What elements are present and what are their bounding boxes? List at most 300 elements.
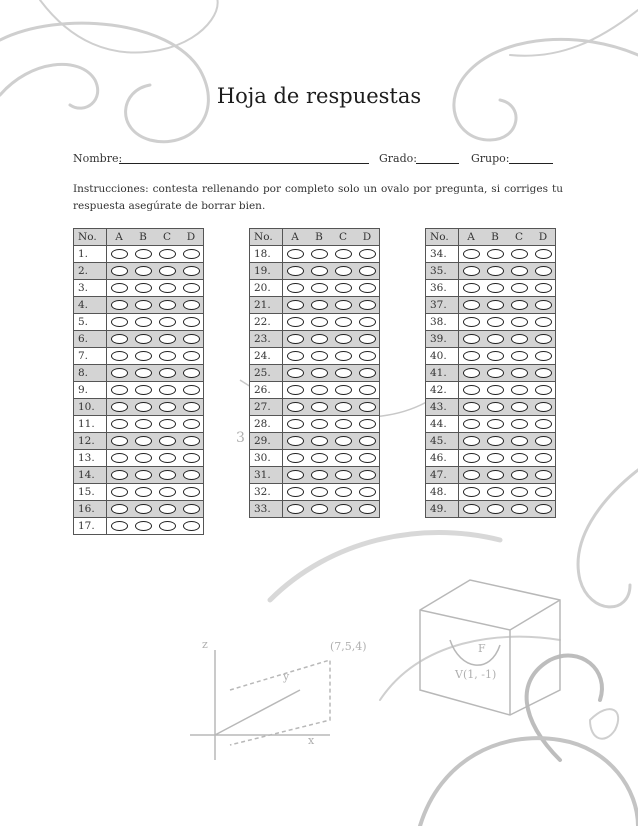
answer-bubble-b[interactable] xyxy=(487,351,504,361)
answer-bubble-b[interactable] xyxy=(311,300,328,310)
answer-bubble-a[interactable] xyxy=(111,317,128,327)
answer-bubble-d[interactable] xyxy=(359,385,376,395)
answer-bubble-a[interactable] xyxy=(111,419,128,429)
answer-bubble-a[interactable] xyxy=(463,300,480,310)
answer-bubble-c[interactable] xyxy=(511,334,528,344)
answer-bubble-b[interactable] xyxy=(487,283,504,293)
answer-bubble-b[interactable] xyxy=(135,300,152,310)
answer-bubble-c[interactable] xyxy=(335,419,352,429)
answer-bubble-c[interactable] xyxy=(335,368,352,378)
answer-bubble-c[interactable] xyxy=(335,453,352,463)
question-number: 15. xyxy=(74,484,107,501)
answer-bubble-b[interactable] xyxy=(487,317,504,327)
answer-bubble-c[interactable] xyxy=(335,300,352,310)
answer-bubble-a[interactable] xyxy=(287,368,304,378)
answer-bubble-d[interactable] xyxy=(535,453,552,463)
answer-cell xyxy=(179,382,204,399)
answer-bubble-b[interactable] xyxy=(135,317,152,327)
answer-bubble-d[interactable] xyxy=(183,419,200,429)
answer-bubble-a[interactable] xyxy=(463,351,480,361)
answer-cell xyxy=(107,382,132,399)
answer-bubble-d[interactable] xyxy=(183,487,200,497)
box-drawing xyxy=(420,580,560,715)
answer-bubble-c[interactable] xyxy=(511,368,528,378)
question-number: 13. xyxy=(74,450,107,467)
answer-bubble-d[interactable] xyxy=(183,283,200,293)
answer-bubble-c[interactable] xyxy=(159,419,176,429)
answer-bubble-b[interactable] xyxy=(135,283,152,293)
answer-bubble-a[interactable] xyxy=(463,317,480,327)
answer-bubble-a[interactable] xyxy=(463,385,480,395)
question-number: 39. xyxy=(426,331,459,348)
answer-bubble-b[interactable] xyxy=(311,317,328,327)
answer-bubble-c[interactable] xyxy=(335,317,352,327)
question-number: 5. xyxy=(74,314,107,331)
answer-bubble-c[interactable] xyxy=(511,402,528,412)
answer-bubble-c[interactable] xyxy=(511,487,528,497)
answer-bubble-a[interactable] xyxy=(287,266,304,276)
answer-table-3 xyxy=(425,228,556,518)
answer-bubble-d[interactable] xyxy=(359,470,376,480)
answer-bubble-c[interactable] xyxy=(159,470,176,480)
answer-bubble-b[interactable] xyxy=(135,266,152,276)
answer-bubble-d[interactable] xyxy=(359,300,376,310)
answer-bubble-c[interactable] xyxy=(511,385,528,395)
question-number: 40. xyxy=(426,348,459,365)
answer-cell xyxy=(155,399,179,416)
answer-cell xyxy=(131,450,155,467)
answer-bubble-b[interactable] xyxy=(311,249,328,259)
answer-bubble-d[interactable] xyxy=(535,368,552,378)
answer-bubble-b[interactable] xyxy=(487,266,504,276)
answer-bubble-a[interactable] xyxy=(463,470,480,480)
answer-cell xyxy=(179,484,204,501)
answer-cell xyxy=(131,399,155,416)
answer-bubble-c[interactable] xyxy=(159,300,176,310)
answer-bubble-a[interactable] xyxy=(287,419,304,429)
answer-bubble-d[interactable] xyxy=(535,283,552,293)
grade-field[interactable] xyxy=(416,163,459,164)
answer-cell xyxy=(459,297,484,314)
answer-cell xyxy=(507,365,531,382)
answer-cell xyxy=(507,280,531,297)
answer-bubble-a[interactable] xyxy=(111,368,128,378)
answer-bubble-b[interactable] xyxy=(135,368,152,378)
answer-bubble-a[interactable] xyxy=(287,453,304,463)
swirl-mid-arc xyxy=(270,533,500,601)
question-number: 47. xyxy=(426,467,459,484)
answer-cell xyxy=(507,416,531,433)
answer-bubble-d[interactable] xyxy=(535,419,552,429)
answer-bubble-a[interactable] xyxy=(111,266,128,276)
header-option-a: A xyxy=(283,229,308,246)
label-focus: F xyxy=(478,642,486,655)
answer-bubble-d[interactable] xyxy=(359,402,376,412)
answer-bubble-c[interactable] xyxy=(159,317,176,327)
answer-bubble-a[interactable] xyxy=(111,283,128,293)
answer-bubble-c[interactable] xyxy=(159,249,176,259)
question-number: 29. xyxy=(250,433,283,450)
answer-bubble-d[interactable] xyxy=(535,351,552,361)
answer-bubble-d[interactable] xyxy=(183,521,200,531)
answer-bubble-c[interactable] xyxy=(335,402,352,412)
answer-table-1 xyxy=(73,228,204,535)
answer-bubble-a[interactable] xyxy=(287,249,304,259)
answer-bubble-a[interactable] xyxy=(463,249,480,259)
question-number: 18. xyxy=(250,246,283,263)
answer-bubble-b[interactable] xyxy=(311,436,328,446)
answer-bubble-a[interactable] xyxy=(287,504,304,514)
question-row xyxy=(250,263,380,280)
answer-bubble-d[interactable] xyxy=(183,334,200,344)
answer-bubble-c[interactable] xyxy=(511,300,528,310)
answer-bubble-c[interactable] xyxy=(335,283,352,293)
question-row xyxy=(74,416,204,433)
answer-bubble-c[interactable] xyxy=(159,385,176,395)
answer-bubble-b[interactable] xyxy=(135,487,152,497)
answer-cell xyxy=(459,501,484,518)
answer-cell xyxy=(507,467,531,484)
answer-bubble-b[interactable] xyxy=(135,504,152,514)
answer-bubble-a[interactable] xyxy=(287,470,304,480)
answer-bubble-b[interactable] xyxy=(311,402,328,412)
answer-cell xyxy=(107,484,132,501)
answer-bubble-b[interactable] xyxy=(487,402,504,412)
answer-bubble-b[interactable] xyxy=(487,470,504,480)
answer-cell xyxy=(283,484,308,501)
answer-bubble-a[interactable] xyxy=(111,402,128,412)
answer-bubble-b[interactable] xyxy=(311,504,328,514)
answer-bubble-d[interactable] xyxy=(535,436,552,446)
answer-cell xyxy=(459,246,484,263)
answer-bubble-c[interactable] xyxy=(159,334,176,344)
answer-bubble-a[interactable] xyxy=(463,436,480,446)
answer-bubble-b[interactable] xyxy=(135,419,152,429)
answer-bubble-c[interactable] xyxy=(511,504,528,514)
answer-bubble-b[interactable] xyxy=(311,419,328,429)
answer-cell xyxy=(507,501,531,518)
answer-bubble-d[interactable] xyxy=(535,504,552,514)
answer-cell xyxy=(107,348,132,365)
answer-bubble-b[interactable] xyxy=(311,351,328,361)
answer-bubble-a[interactable] xyxy=(111,385,128,395)
answer-cell xyxy=(355,399,380,416)
answer-bubble-b[interactable] xyxy=(311,487,328,497)
answer-bubble-b[interactable] xyxy=(135,385,152,395)
question-row xyxy=(250,467,380,484)
answer-bubble-d[interactable] xyxy=(359,283,376,293)
answer-cell xyxy=(483,501,507,518)
answer-bubble-a[interactable] xyxy=(463,402,480,412)
answer-cell xyxy=(355,467,380,484)
answer-cell xyxy=(155,467,179,484)
question-number: 31. xyxy=(250,467,283,484)
answer-bubble-b[interactable] xyxy=(135,249,152,259)
answer-cell xyxy=(283,416,308,433)
group-field[interactable] xyxy=(509,163,553,164)
answer-cell xyxy=(483,382,507,399)
answer-bubble-d[interactable] xyxy=(183,368,200,378)
answer-bubble-c[interactable] xyxy=(511,249,528,259)
answer-bubble-c[interactable] xyxy=(511,419,528,429)
answer-bubble-c[interactable] xyxy=(335,487,352,497)
answer-bubble-a[interactable] xyxy=(463,487,480,497)
answer-bubble-d[interactable] xyxy=(359,351,376,361)
answer-bubble-d[interactable] xyxy=(359,419,376,429)
answer-bubble-d[interactable] xyxy=(359,266,376,276)
answer-cell xyxy=(131,246,155,263)
answer-bubble-d[interactable] xyxy=(359,317,376,327)
answer-bubble-a[interactable] xyxy=(463,453,480,463)
answer-bubble-a[interactable] xyxy=(111,453,128,463)
answer-bubble-c[interactable] xyxy=(335,385,352,395)
answer-cell xyxy=(459,450,484,467)
answer-bubble-a[interactable] xyxy=(463,283,480,293)
answer-bubble-b[interactable] xyxy=(487,334,504,344)
answer-bubble-c[interactable] xyxy=(159,351,176,361)
answer-bubble-d[interactable] xyxy=(535,487,552,497)
answer-bubble-c[interactable] xyxy=(159,436,176,446)
question-number: 1. xyxy=(74,246,107,263)
answer-cell xyxy=(283,331,308,348)
answer-cell xyxy=(355,263,380,280)
swirl-bottom xyxy=(420,738,638,826)
answer-bubble-c[interactable] xyxy=(511,453,528,463)
answer-bubble-d[interactable] xyxy=(535,334,552,344)
answer-bubble-d[interactable] xyxy=(183,453,200,463)
answer-bubble-c[interactable] xyxy=(335,436,352,446)
answer-cell xyxy=(531,382,556,399)
answer-bubble-b[interactable] xyxy=(135,402,152,412)
answer-bubble-a[interactable] xyxy=(287,300,304,310)
answer-bubble-d[interactable] xyxy=(183,300,200,310)
answer-bubble-d[interactable] xyxy=(183,402,200,412)
answer-cell xyxy=(459,280,484,297)
answer-bubble-c[interactable] xyxy=(159,487,176,497)
answer-cell xyxy=(507,348,531,365)
answer-bubble-a[interactable] xyxy=(111,470,128,480)
answer-cell xyxy=(131,518,155,535)
answer-bubble-b[interactable] xyxy=(311,385,328,395)
answer-bubble-a[interactable] xyxy=(287,385,304,395)
label-axis-x: x xyxy=(308,734,315,747)
answer-bubble-a[interactable] xyxy=(463,368,480,378)
answer-bubble-c[interactable] xyxy=(335,249,352,259)
answer-bubble-b[interactable] xyxy=(487,300,504,310)
answer-bubble-d[interactable] xyxy=(183,317,200,327)
answer-bubble-d[interactable] xyxy=(359,249,376,259)
answer-bubble-d[interactable] xyxy=(535,249,552,259)
name-field[interactable] xyxy=(119,163,369,164)
student-info-fields xyxy=(73,150,573,168)
answer-bubble-a[interactable] xyxy=(111,521,128,531)
answer-bubble-a[interactable] xyxy=(287,351,304,361)
answer-bubble-b[interactable] xyxy=(487,385,504,395)
answer-cell xyxy=(131,263,155,280)
answer-bubble-a[interactable] xyxy=(287,317,304,327)
question-row xyxy=(250,399,380,416)
answer-bubble-c[interactable] xyxy=(159,453,176,463)
answer-bubble-c[interactable] xyxy=(335,504,352,514)
answer-bubble-b[interactable] xyxy=(487,504,504,514)
answer-cell xyxy=(179,331,204,348)
answer-bubble-c[interactable] xyxy=(511,470,528,480)
answer-bubble-b[interactable] xyxy=(487,368,504,378)
answer-cell xyxy=(355,365,380,382)
answer-cell xyxy=(179,297,204,314)
answer-bubble-d[interactable] xyxy=(183,470,200,480)
answer-bubble-a[interactable] xyxy=(463,334,480,344)
answer-cell xyxy=(483,365,507,382)
answer-cell xyxy=(355,246,380,263)
answer-bubble-d[interactable] xyxy=(359,453,376,463)
answer-bubble-c[interactable] xyxy=(159,521,176,531)
answer-bubble-b[interactable] xyxy=(311,334,328,344)
answer-bubble-a[interactable] xyxy=(111,249,128,259)
answer-cell xyxy=(155,263,179,280)
answer-bubble-b[interactable] xyxy=(487,249,504,259)
answer-cell xyxy=(107,331,132,348)
answer-bubble-a[interactable] xyxy=(111,487,128,497)
answer-cell xyxy=(179,501,204,518)
answer-cell xyxy=(459,331,484,348)
answer-bubble-c[interactable] xyxy=(159,402,176,412)
answer-bubble-d[interactable] xyxy=(183,249,200,259)
answer-bubble-d[interactable] xyxy=(359,487,376,497)
answer-bubble-b[interactable] xyxy=(135,470,152,480)
answer-cell xyxy=(459,314,484,331)
answer-bubble-c[interactable] xyxy=(335,351,352,361)
answer-bubble-d[interactable] xyxy=(359,436,376,446)
answer-bubble-c[interactable] xyxy=(159,368,176,378)
answer-bubble-d[interactable] xyxy=(183,351,200,361)
answer-cell xyxy=(483,484,507,501)
question-number: 46. xyxy=(426,450,459,467)
answer-cell xyxy=(179,348,204,365)
answer-bubble-b[interactable] xyxy=(487,487,504,497)
swirl-top-left-2 xyxy=(40,0,218,53)
answer-bubble-c[interactable] xyxy=(335,470,352,480)
answer-cell xyxy=(331,501,355,518)
question-number: 17. xyxy=(74,518,107,535)
question-row xyxy=(74,297,204,314)
answer-bubble-d[interactable] xyxy=(535,317,552,327)
answer-bubble-b[interactable] xyxy=(487,453,504,463)
answer-bubble-d[interactable] xyxy=(183,504,200,514)
answer-cell xyxy=(459,399,484,416)
answer-cell xyxy=(483,314,507,331)
answer-bubble-c[interactable] xyxy=(511,317,528,327)
question-row xyxy=(250,365,380,382)
question-row xyxy=(426,297,556,314)
answer-bubble-c[interactable] xyxy=(335,334,352,344)
answer-bubble-d[interactable] xyxy=(359,334,376,344)
answer-bubble-a[interactable] xyxy=(287,487,304,497)
question-number: 33. xyxy=(250,501,283,518)
answer-bubble-a[interactable] xyxy=(111,351,128,361)
question-number: 10. xyxy=(74,399,107,416)
answer-bubble-a[interactable] xyxy=(111,436,128,446)
answer-bubble-c[interactable] xyxy=(511,351,528,361)
answer-bubble-b[interactable] xyxy=(311,368,328,378)
answer-bubble-d[interactable] xyxy=(535,385,552,395)
answer-bubble-d[interactable] xyxy=(359,504,376,514)
answer-bubble-a[interactable] xyxy=(463,419,480,429)
answer-bubble-d[interactable] xyxy=(183,436,200,446)
question-number: 16. xyxy=(74,501,107,518)
answer-bubble-b[interactable] xyxy=(311,453,328,463)
answer-bubble-a[interactable] xyxy=(111,504,128,514)
answer-bubble-c[interactable] xyxy=(511,436,528,446)
header-option-a: A xyxy=(459,229,484,246)
answer-bubble-a[interactable] xyxy=(111,300,128,310)
answer-bubble-c[interactable] xyxy=(159,266,176,276)
answer-bubble-a[interactable] xyxy=(287,436,304,446)
answer-bubble-b[interactable] xyxy=(135,453,152,463)
answer-bubble-d[interactable] xyxy=(183,385,200,395)
answer-cell xyxy=(331,280,355,297)
answer-cell xyxy=(107,297,132,314)
answer-cell xyxy=(459,416,484,433)
answer-bubble-c[interactable] xyxy=(159,504,176,514)
question-number: 21. xyxy=(250,297,283,314)
answer-bubble-b[interactable] xyxy=(135,436,152,446)
answer-bubble-b[interactable] xyxy=(311,470,328,480)
answer-bubble-a[interactable] xyxy=(287,283,304,293)
question-number: 48. xyxy=(426,484,459,501)
answer-bubble-d[interactable] xyxy=(535,300,552,310)
answer-bubble-b[interactable] xyxy=(487,436,504,446)
answer-cell xyxy=(107,467,132,484)
answer-bubble-a[interactable] xyxy=(463,266,480,276)
answer-cell xyxy=(283,314,308,331)
answer-bubble-d[interactable] xyxy=(535,470,552,480)
answer-cell xyxy=(107,518,132,535)
answer-bubble-b[interactable] xyxy=(135,334,152,344)
answer-cell xyxy=(483,433,507,450)
answer-bubble-b[interactable] xyxy=(135,351,152,361)
swirl-right-1 xyxy=(578,470,638,607)
answer-bubble-b[interactable] xyxy=(135,521,152,531)
answer-cell xyxy=(531,246,556,263)
question-number: 6. xyxy=(74,331,107,348)
answer-bubble-b[interactable] xyxy=(487,419,504,429)
answer-bubble-a[interactable] xyxy=(463,504,480,514)
question-row xyxy=(426,365,556,382)
answer-bubble-b[interactable] xyxy=(311,283,328,293)
answer-bubble-d[interactable] xyxy=(183,266,200,276)
answer-bubble-a[interactable] xyxy=(287,334,304,344)
answer-bubble-d[interactable] xyxy=(535,402,552,412)
answer-bubble-a[interactable] xyxy=(287,402,304,412)
answer-bubble-d[interactable] xyxy=(359,368,376,378)
answer-cell xyxy=(107,433,132,450)
answer-cell xyxy=(307,280,331,297)
swirl-top-left xyxy=(0,23,208,142)
answer-bubble-a[interactable] xyxy=(111,334,128,344)
answer-bubble-d[interactable] xyxy=(535,266,552,276)
answer-bubble-c[interactable] xyxy=(511,266,528,276)
answer-cell xyxy=(531,450,556,467)
answer-bubble-c[interactable] xyxy=(159,283,176,293)
answer-bubble-c[interactable] xyxy=(511,283,528,293)
answer-cell xyxy=(531,348,556,365)
question-row xyxy=(74,314,204,331)
question-number: 35. xyxy=(426,263,459,280)
answer-cell xyxy=(131,501,155,518)
answer-bubble-c[interactable] xyxy=(335,266,352,276)
answer-bubble-b[interactable] xyxy=(311,266,328,276)
